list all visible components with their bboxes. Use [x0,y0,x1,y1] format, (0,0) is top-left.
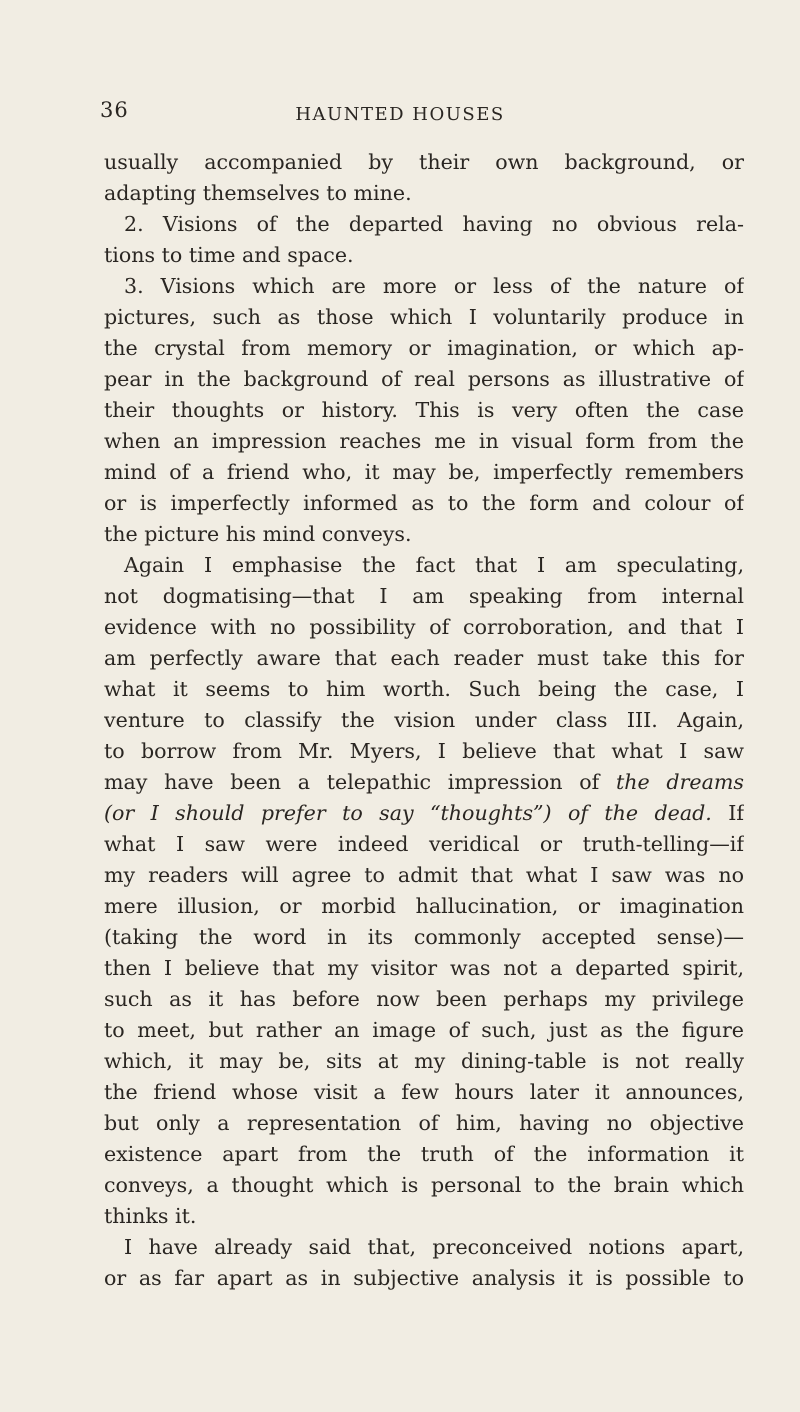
text-line [104,643,744,674]
text-segment: mere illusion, or morbid hallucination, or imagination [104,894,744,918]
text-line [104,953,744,984]
text-line [104,674,744,705]
text-segment: what it seems to him worth. Such being the case, I [104,677,744,701]
text-line [104,364,744,395]
text-line [104,705,744,736]
text-segment: my readers will agree to admit that what I saw was no [104,863,744,887]
text-line [104,395,744,426]
text-segment: when an impression reaches me in visual form from the [104,429,744,453]
text-line [104,1201,744,1232]
text-line [104,302,744,333]
text-line [104,147,744,178]
text-segment: adapting themselves to mine. [104,181,412,205]
text-segment: but only a representation of him, having no objective [104,1111,744,1135]
text-line [104,1077,744,1108]
text-segment: mind of a friend who, it may be, imperfectly remembers [104,460,744,484]
text-segment: conveys, a thought which is personal to the brain which [104,1173,744,1197]
text-line [104,1046,744,1077]
text-segment: usually accompanied by their own background, or [104,150,744,174]
text-line [104,426,744,457]
text-line [104,798,744,829]
text-line [104,1015,744,1046]
text-line [104,178,744,209]
italic-text-segment: (or I should prefer to say “thoughts”) of the dead. [104,801,712,825]
running-head: HAUNTED HOUSES [295,104,505,125]
text-segment: such as it has before now been perhaps my privilege [104,987,744,1011]
text-line [104,1108,744,1139]
text-line [104,209,744,240]
text-line [104,333,744,364]
text-segment: 2. Visions of the departed having no obvious rela- [124,212,744,236]
text-segment: pictures, such as those which I voluntarily produce in [104,305,744,329]
text-segment: I have already said that, preconceived notions apart, [124,1235,744,1259]
text-segment: or is imperfectly informed as to the form and colour of [104,491,744,515]
text-line [104,736,744,767]
text-segment: the picture his mind conveys. [104,522,412,546]
text-segment: (taking the word in its commonly accepted sense)— [104,925,744,949]
text-segment: then I believe that my visitor was not a departed spirit, [104,956,744,980]
text-segment: existence apart from the truth of the information it [104,1142,744,1166]
text-segment: to meet, but rather an image of such, just as the figure [104,1018,744,1042]
text-line [104,829,744,860]
text-line [104,519,744,550]
text-line [104,550,744,581]
text-line [104,767,744,798]
text-segment: to borrow from Mr. Myers, I believe that what I saw [104,739,744,763]
text-segment: Again I emphasise the fact that I am speculating, [124,553,744,577]
text-segment: may have been a telepathic impression of [104,770,616,794]
text-line [104,581,744,612]
text-line [104,860,744,891]
text-line [104,1232,744,1263]
text-segment: the friend whose visit a few hours later it announces, [104,1080,744,1104]
text-line [104,891,744,922]
text-line [104,1263,744,1294]
text-segment: what I saw were indeed veridical or truth-telling—if [104,832,744,856]
text-segment: 3. Visions which are more or less of the nature of [124,274,744,298]
text-segment: or as far apart as in subjective analysis it is possible to [104,1266,744,1290]
text-segment: pear in the background of real persons as illustrative of [104,367,744,391]
text-line [104,1170,744,1201]
text-segment: If [711,801,744,825]
text-segment: not dogmatising—that I am speaking from internal [104,584,744,608]
text-line [104,240,744,271]
text-segment: venture to classify the vision under class III. Again, [104,708,744,732]
text-segment: am perfectly aware that each reader must take this for [104,646,744,670]
text-line [104,488,744,519]
text-segment: their thoughts or history. This is very often the case [104,398,744,422]
text-line [104,1139,744,1170]
italic-text-segment: the dreams [615,770,744,794]
text-segment: which, it may be, sits at my dining-table is not really [104,1049,744,1073]
text-line [104,271,744,302]
text-line [104,612,744,643]
text-line [104,984,744,1015]
text-segment: thinks it. [104,1204,197,1228]
text-line [104,922,744,953]
page-number: 36 [100,98,129,122]
text-segment: evidence with no possibility of corroboration, and that I [104,615,744,639]
text-segment: tions to time and space. [104,243,354,267]
text-segment: the crystal from memory or imagination, or which ap- [104,336,744,360]
text-line [104,457,744,488]
body-text [104,147,744,1294]
